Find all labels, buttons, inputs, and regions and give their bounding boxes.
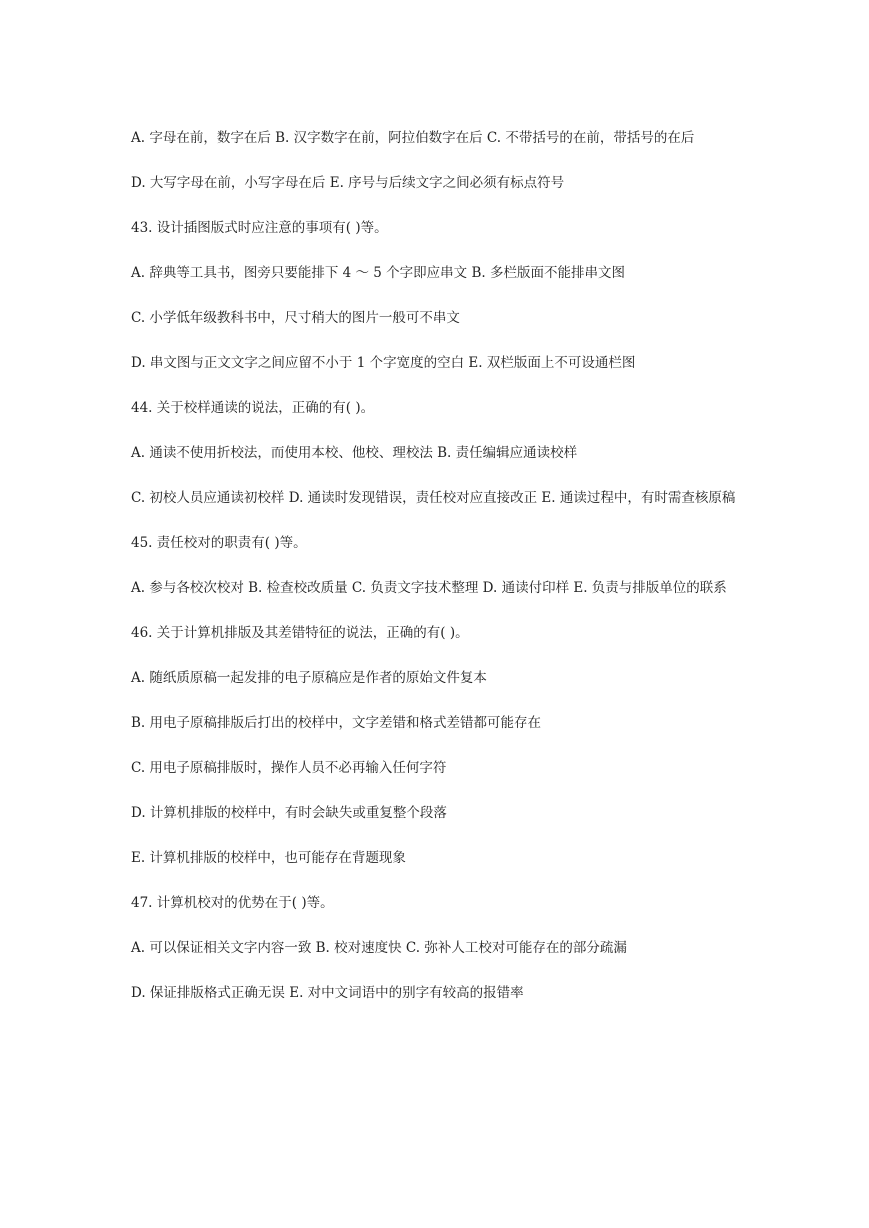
option-line: A. 辞典等工具书，图旁只要能排下 4 ～ 5 个字即应串文 B. 多栏版面不能排串文图 xyxy=(131,265,625,281)
option-line: C. 初校人员应通读初校样 D. 通读时发现错误，责任校对应直接改正 E. 通读过程中，有时需查核原稿 xyxy=(131,490,736,506)
option-line: A. 通读不使用折校法，而使用本校、他校、理校法 B. 责任编辑应通读校样 xyxy=(131,445,578,461)
option-line: C. 用电子原稿排版时，操作人员不必再输入任何字符 xyxy=(131,760,447,776)
option-line: E. 计算机排版的校样中，也可能存在背题现象 xyxy=(131,850,406,866)
option-line: C. 小学低年级教科书中，尺寸稍大的图片一般可不串文 xyxy=(131,310,460,326)
option-line: D. 串文图与正文文字之间应留不小于 1 个字宽度的空白 E. 双栏版面上不可设通栏图 xyxy=(131,355,636,371)
question-45: 45. 责任校对的职责有( )等。 xyxy=(131,535,307,551)
option-line: B. 用电子原稿排版后打出的校样中，文字差错和格式差错都可能存在 xyxy=(131,715,542,731)
option-line: A. 可以保证相关文字内容一致 B. 校对速度快 C. 弥补人工校对可能存在的部分疏漏 xyxy=(131,940,627,956)
option-line: A. 字母在前，数字在后 B. 汉字数字在前，阿拉伯数字在后 C. 不带括号的在前，带括号的在后 xyxy=(131,130,695,146)
question-46: 46. 关于计算机排版及其差错特征的说法，正确的有( )。 xyxy=(131,625,469,641)
option-line: A. 随纸质原稿一起发排的电子原稿应是作者的原始文件复本 xyxy=(131,670,487,686)
option-line: D. 计算机排版的校样中，有时会缺失或重复整个段落 xyxy=(131,805,447,821)
document-body xyxy=(131,127,741,1005)
question-44: 44. 关于校样通读的说法，正确的有( )。 xyxy=(131,400,375,416)
option-line: A. 参与各校次校对 B. 检查校改质量 C. 负责文字技术整理 D. 通读付印样 E. 负责与排版单位的联系 xyxy=(131,580,727,596)
option-line: D. 大写字母在前，小写字母在后 E. 序号与后续文字之间必须有标点符号 xyxy=(131,175,565,191)
question-43: 43. 设计插图版式时应注意的事项有( )等。 xyxy=(131,220,388,236)
option-line: D. 保证排版格式正确无误 E. 对中文词语中的别字有较高的报错率 xyxy=(131,985,524,1001)
question-47: 47. 计算机校对的优势在于( )等。 xyxy=(131,895,334,911)
